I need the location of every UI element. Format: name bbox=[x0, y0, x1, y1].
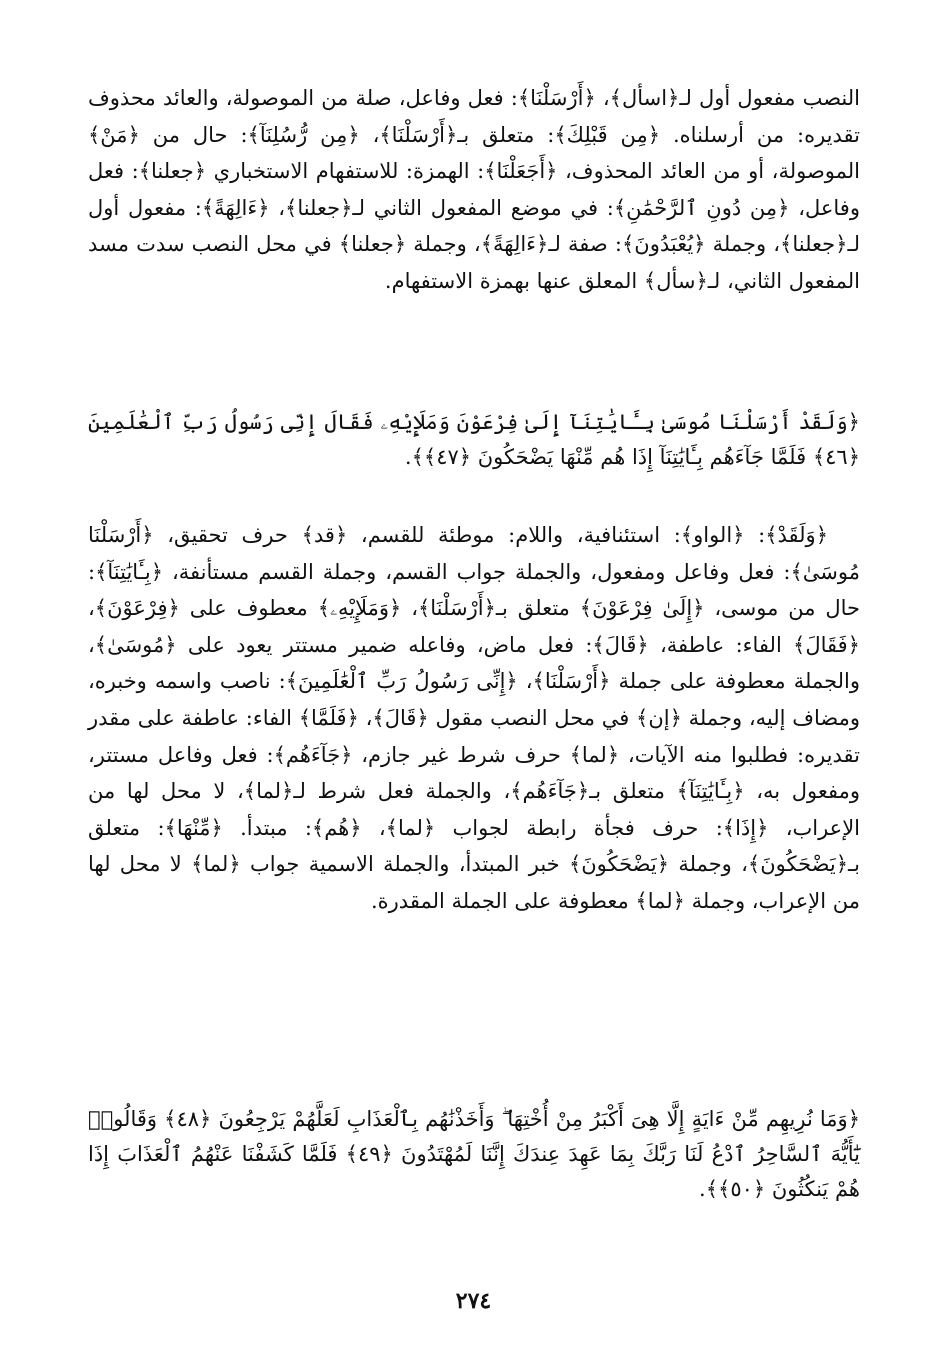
quran-verse: ﴿وَلَقَدْ أَرْسَلْنَا مُوسَىٰ بِـَٔايَٰتِنَآ إِلَىٰ فِرْعَوْنَ وَمَلَإِيْهِۦ فَقَالَ إِنِّى رَسُولُ رَبِّ ٱلْعَٰلَمِينَ ﴿٤٦﴾ فَلَمَّا جَآءَهُم بِـَٔايَٰتِنَآ إِذَا هُم مِّنْهَا يَضْحَكُونَ ﴿٤٧﴾﴾. bbox=[88, 410, 860, 469]
quran-verse: ﴿وَمَا نُرِيهِم مِّنْ ءَايَةٍ إِلَّا هِىَ أَكْبَرُ مِنْ أُخْتِهَا ۖ وَأَخَذْنَٰهُم بِٱلْعَذَابِ لَعَلَّهُمْ يَرْجِعُونَ ﴿٤٨﴾ وَقَالُوا۟ يَٰٓأَيُّهَ ٱلسَّاحِرُ ٱدْعُ لَنَا رَبَّكَ بِمَا عَهِدَ عِندَكَ إِنَّنَا لَمُهْتَدُونَ ﴿٤٩﴾ فَلَمَّا كَشَفْنَا عَنْهُمُ ٱلْعَذَابَ إِذَا هُمْ يَنكُثُونَ ﴿٥٠﴾﴾. bbox=[88, 1107, 860, 1201]
grammar-paragraph: ﴿وَلَقَدْ﴾: ﴿الواو﴾: استئنافية، واللام: موطئة للقسم، ﴿قد﴾ حرف تحقيق، ﴿أَرْسَلْنَا مُوسَىٰ﴾: فعل وفاعل ومفعول، والجملة جواب القسم، وجملة القسم مستأنفة، ﴿بِـَٔايَٰتِنَآ﴾: حال من موسى، ﴿إِلَىٰ فِرْعَوْنَ﴾ متعلق بـ﴿أَرْسَلْنَا﴾، ﴿وَمَلَإِيْهِۦ﴾ معطوف على ﴿فِرْعَوْنَ﴾، ﴿فَقَالَ﴾ الفاء: عاطفة، ﴿قَالَ﴾: فعل ماض، وفاعله ضمير مستتر يعود على ﴿مُوسَىٰ﴾، والجملة معطوفة على جملة ﴿أَرْسَلْنَا﴾، ﴿إِنِّى رَسُولُ رَبِّ ٱلْعَٰلَمِينَ﴾: ناصب واسمه وخبره، ومضاف إليه، وجملة ﴿إن﴾ في محل النصب مقول ﴿قَالَ﴾، ﴿فَلَمَّا﴾ الفاء: عاطفة على مقدر تقديره: فطلبوا منه الآيات، ﴿لما﴾ حرف شرط غير جازم، ﴿جَآءَهُم﴾: فعل وفاعل مستتر، ومفعول به، ﴿بِـَٔايَٰتِنَآ﴾ متعلق بـ﴿جَآءَهُم﴾، والجملة فعل شرط لـ﴿لما﴾، لا محل لها من الإعراب، ﴿إِذَا﴾: حرف فجأة رابطة لجواب ﴿لما﴾، ﴿هُم﴾: مبتدأ. ﴿مِّنْهَا﴾: متعلق بـ﴿يَضْحَكُونَ﴾، وجملة ﴿يَضْحَكُونَ﴾ خبر المبتدأ، والجملة الاسمية جواب ﴿لما﴾ لا محل لها من الإعراب، وجملة ﴿لما﴾ معطوفة على الجملة المقدرة. bbox=[88, 523, 860, 913]
grammar-paragraph: النصب مفعول أول لـ﴿اسأل﴾، ﴿أَرْسَلْنَا﴾: فعل وفاعل، صلة من الموصولة، والعائد محذوف تقديره: من أرسلناه. ﴿مِن قَبْلِكَ﴾: متعلق بـ﴿أَرْسَلْنَا﴾، ﴿مِن رُّسُلِنَآ﴾: حال من ﴿مَنْ﴾ الموصولة، أو من العائد المحذوف، ﴿أَجَعَلْنَا﴾: الهمزة: للاستفهام الاستخباري ﴿جعلنا﴾: فعل وفاعل، ﴿مِن دُونِ ٱلرَّحْمَٰنِ﴾: في موضع المفعول الثاني لـ﴿جعلنا﴾، ﴿ءَالِهَةً﴾: مفعول أول لـ﴿جعلنا﴾، وجملة ﴿يُعْبَدُونَ﴾: صفة لـ﴿ءَالِهَةً﴾، وجملة ﴿جعلنا﴾ في محل النصب سدت مسد المفعول الثاني، لـ﴿سأل﴾ المعلق عنها بهمزة الاستفهام. bbox=[88, 86, 860, 293]
page-number: ٢٧٤ bbox=[455, 1288, 492, 1314]
